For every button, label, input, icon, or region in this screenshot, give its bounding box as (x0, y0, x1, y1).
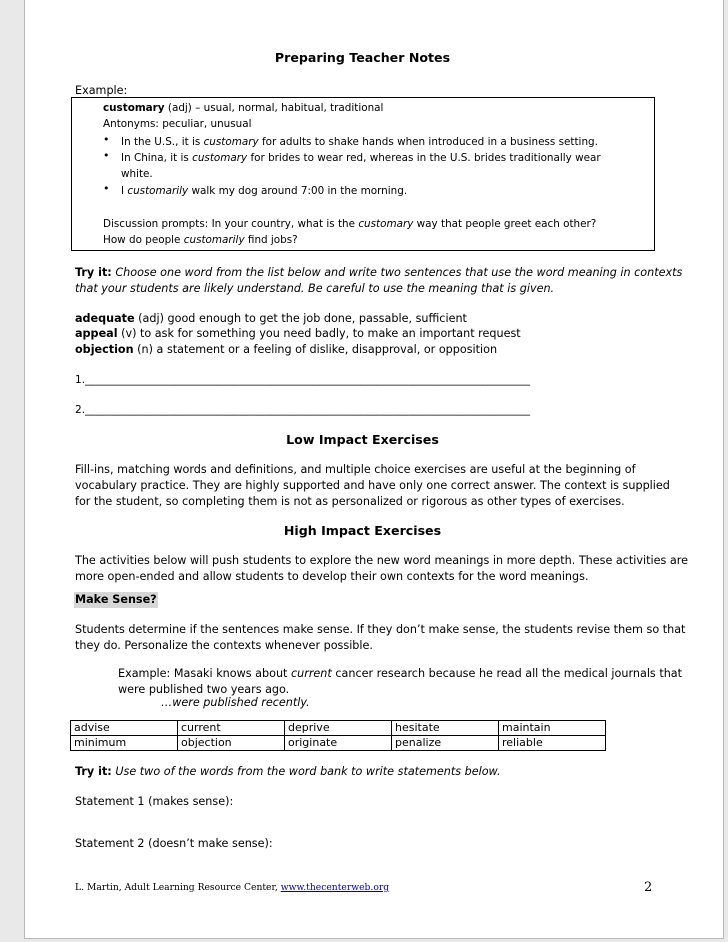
word-bank-table (70, 720, 606, 751)
word-bank-cell: minimum (71, 736, 178, 751)
high-impact-text-2: more open-ended and allow students to develop their own contexts for the word meanings. (75, 570, 589, 583)
make-sense-example: Example: Masaki knows about current cancer research because he read all the medical journals that (118, 667, 683, 680)
example-label: Example: (75, 84, 128, 97)
low-impact-text-1: Fill-ins, matching words and definitions, and multiple choice exercises are useful at the beginning of (75, 463, 636, 476)
word-list-item: adequate (adj) good enough to get the job done, passable, sufficient (75, 312, 467, 325)
make-sense-example-cont: were published two years ago. (118, 683, 290, 696)
page-number: 2 (644, 880, 653, 895)
footer-credit: L. Martin, Adult Learning Resource Center, www.thecenterweb.org (75, 882, 390, 893)
high-impact-heading: High Impact Exercises (283, 523, 442, 538)
bullet-icon: • (103, 182, 110, 195)
try-it-instruction-1: Try it: Choose one word from the list below and write two sentences that use the word meaning in contexts (75, 266, 683, 279)
example-bullet-2: In China, it is customary for brides to wear red, whereas in the U.S. brides traditionally wear (121, 152, 601, 164)
high-impact-text-1: The activities below will push students to explore the new word meanings in more depth. These activities are (75, 554, 688, 567)
word-bank-cell: objection (178, 736, 285, 751)
bullet-icon: • (103, 133, 110, 146)
try-it-instruction-1-cont: that your students are likely understand. Be careful to use the meaning that is given. (75, 282, 555, 295)
answer-line-2[interactable]: 2.____________________________________________________________________________________ (75, 404, 531, 416)
statement-2-label: Statement 2 (doesn’t make sense): (75, 837, 273, 850)
bullet-icon: • (103, 149, 110, 162)
example-word: customary (103, 102, 165, 114)
make-sense-heading: Make Sense? (75, 593, 157, 606)
try-it-instruction-2: Try it: Use two of the words from the word bank to write statements below. (75, 765, 501, 778)
word-bank-cell: deprive (285, 721, 392, 736)
table-row (71, 736, 606, 751)
footer-link[interactable]: www.thecenterweb.org (280, 882, 390, 893)
word-bank-cell: hesitate (392, 721, 499, 736)
page-title: Preparing Teacher Notes (274, 50, 451, 65)
word-bank-cell: current (178, 721, 285, 736)
make-sense-text-2: they do. Personalize the contexts whenever possible. (75, 639, 373, 652)
word-bank-cell: penalize (392, 736, 499, 751)
example-definition-line (103, 100, 383, 116)
example-bullet-2-wrap: white. (121, 168, 153, 180)
example-bullet-3: I customarily walk my dog around 7:00 in the morning. (121, 185, 408, 197)
low-impact-heading: Low Impact Exercises (286, 432, 439, 447)
word-bank-cell: maintain (499, 721, 606, 736)
answer-line-1[interactable]: 1.____________________________________________________________________________________ (75, 374, 531, 386)
word-bank-cell: originate (285, 736, 392, 751)
low-impact-text-2: vocabulary practice. They are highly supported and have only one correct answer. The context is supplied (75, 479, 670, 492)
example-bullet-1: In the U.S., it is customary for adults to shake hands when introduced in a business setting. (121, 136, 598, 148)
word-list-item: appeal (v) to ask for something you need badly, to make an important request (75, 327, 521, 340)
low-impact-text-3: for the student, so completing them is not as personalized or rigorous as other types of exercises. (75, 495, 625, 508)
example-definition: (adj) – usual, normal, habitual, traditional (167, 102, 384, 114)
make-sense-text-1: Students determine if the sentences make sense. If they don’t make sense, the students revise them so that (75, 623, 686, 636)
table-row (71, 721, 606, 736)
discussion-prompt-1: Discussion prompts: In your country, what is the customary way that people greet each other? (103, 218, 597, 230)
discussion-prompt-2: How do people customarily find jobs? (103, 234, 298, 246)
make-sense-revision: …were published recently. (161, 696, 310, 709)
statement-1-label: Statement 1 (makes sense): (75, 795, 234, 808)
word-bank-cell: reliable (499, 736, 606, 751)
example-antonyms: Antonyms: peculiar, unusual (103, 118, 252, 130)
word-bank-cell: advise (71, 721, 178, 736)
word-list-item: objection (n) a statement or a feeling of dislike, disapproval, or opposition (75, 343, 498, 356)
